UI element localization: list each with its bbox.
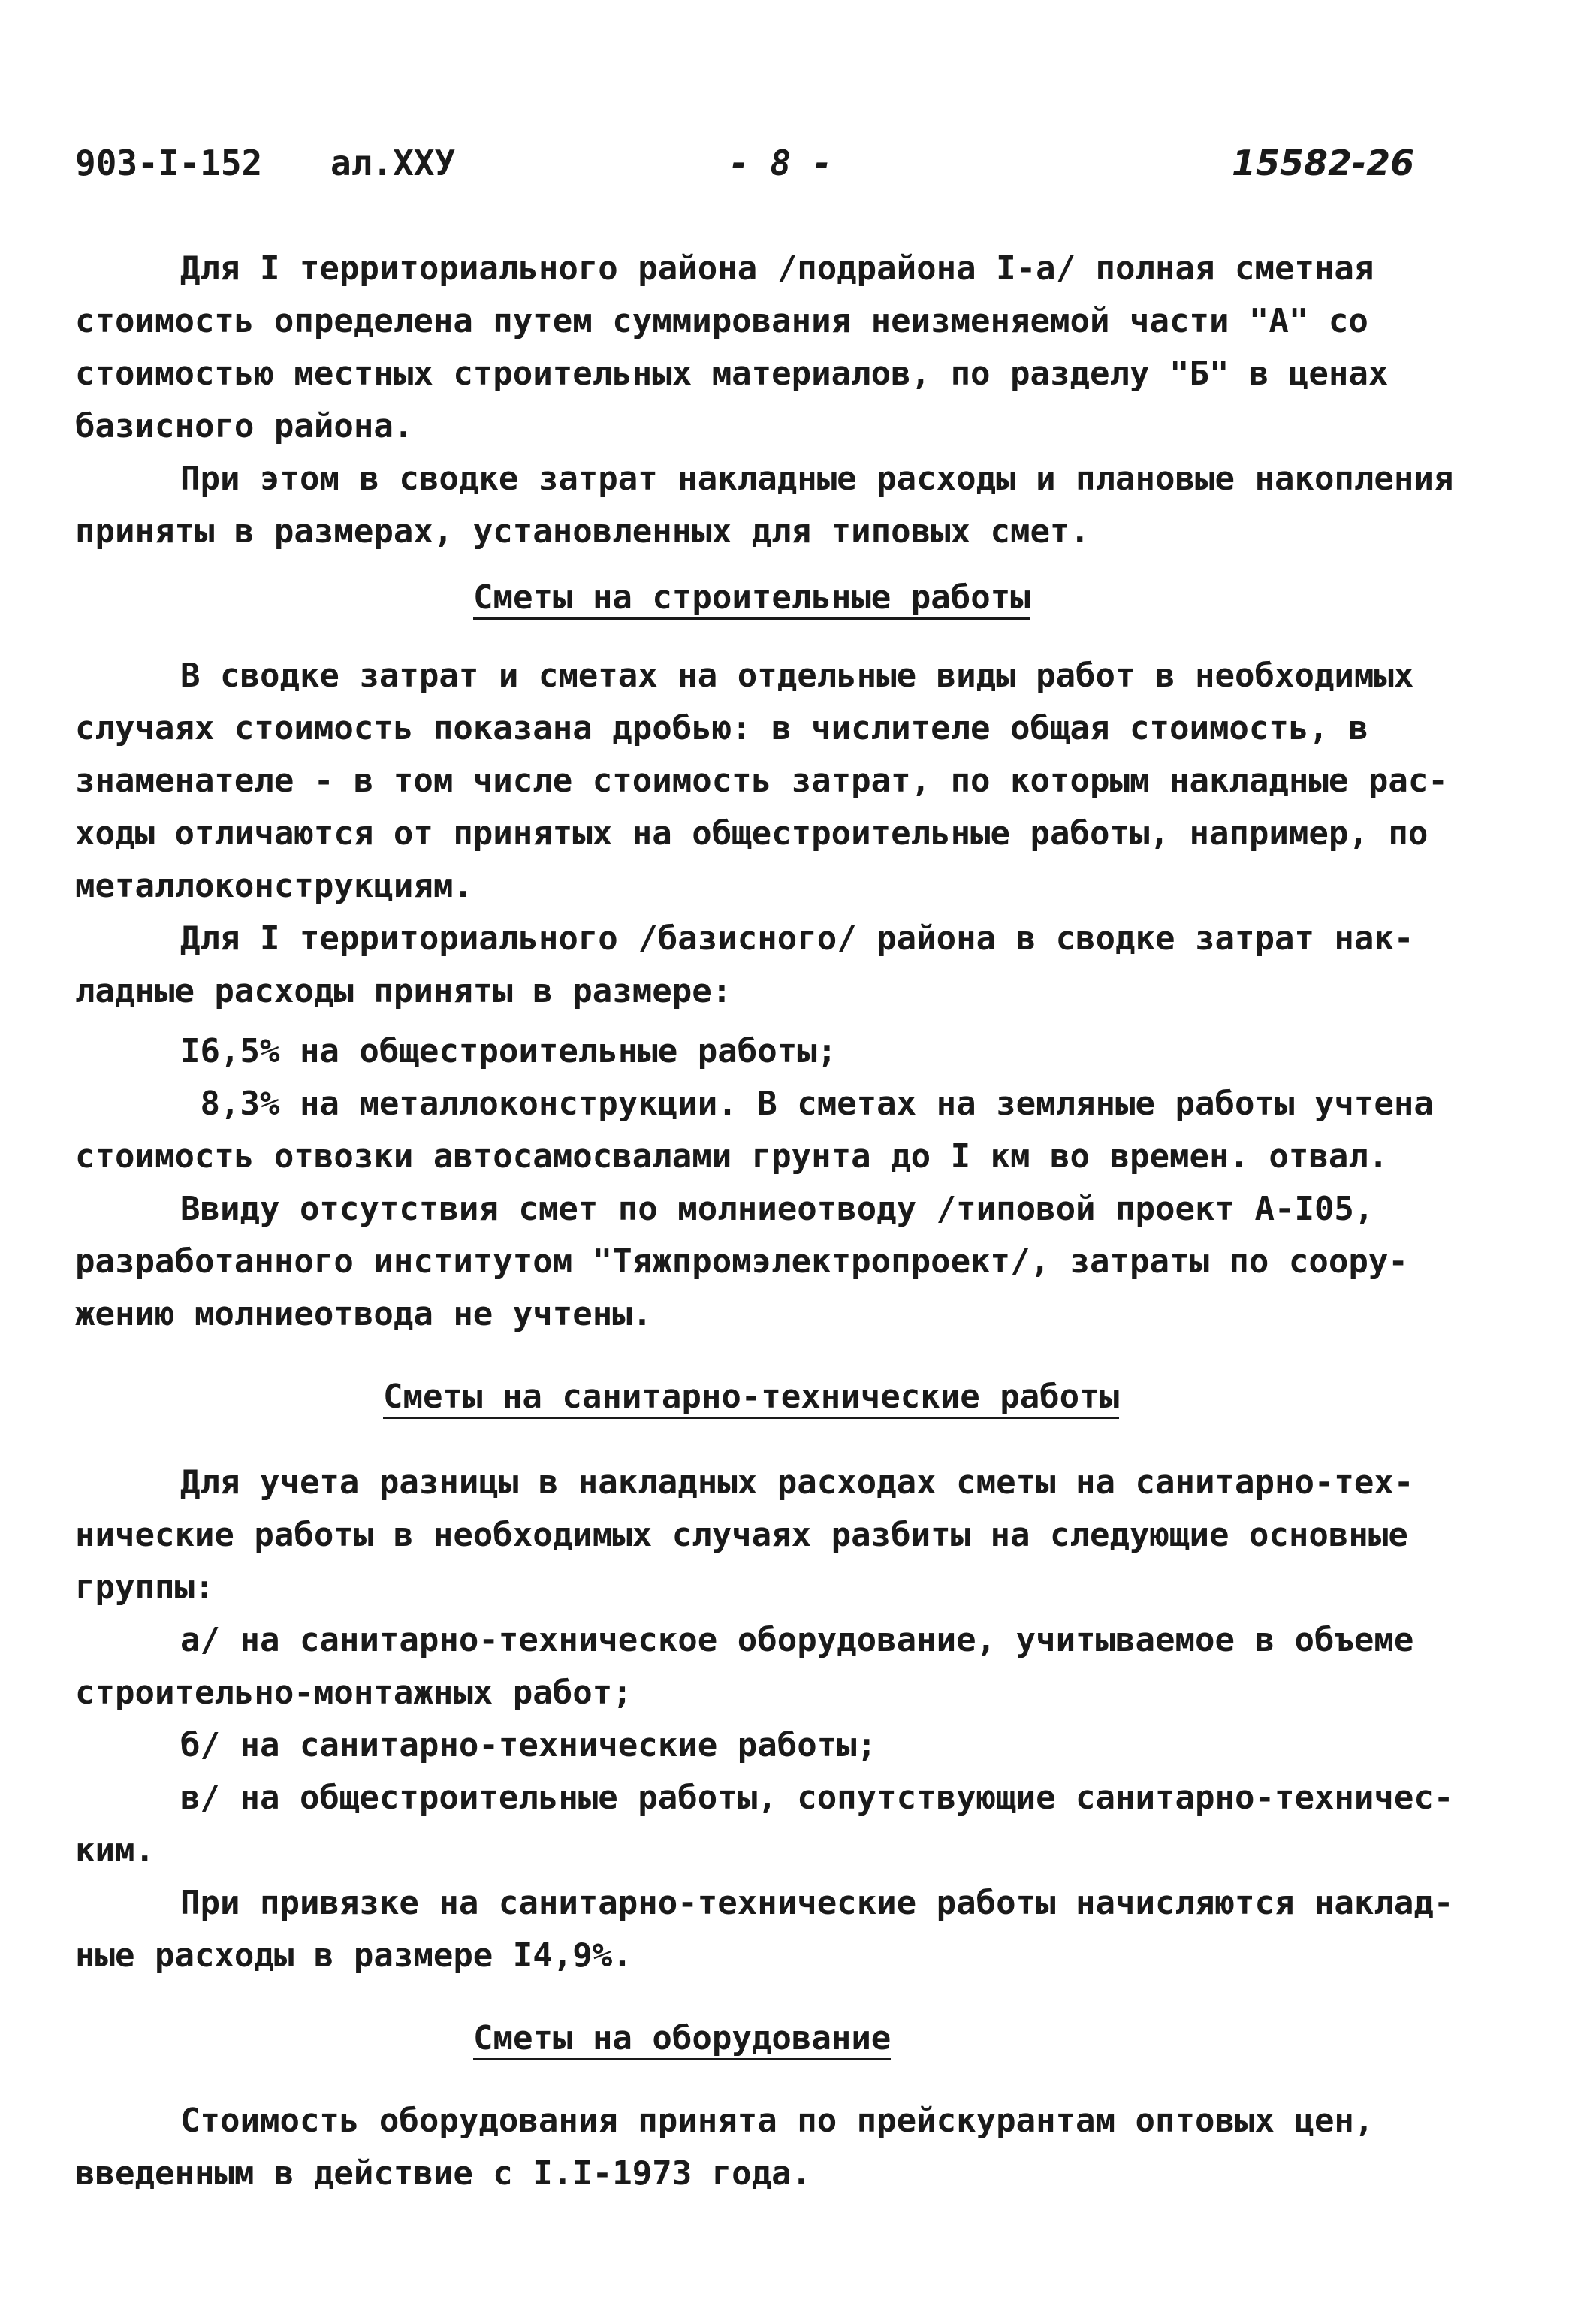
text-line: ходы отличаются от принятых на общестроительные работы, например, по [75,814,1429,853]
page-number: - 8 - [729,143,833,183]
text-line: Стоимость оборудования принята по прейскурантам оптовых цен, [180,2102,1374,2140]
text-line: При привязке на санитарно-технические работы начисляются наклад- [180,1884,1454,1922]
text-line: приняты в размерах, установленных для типовых смет. [75,512,1091,551]
text-line: в/ на общестроительные работы, сопутствующие санитарно-техничес- [180,1779,1454,1817]
text-line: случаях стоимость показана дробью: в числителе общая стоимость, в [75,709,1368,747]
text-line: Для I территориального /базисного/ района в сводке затрат нак- [180,919,1414,958]
section-heading-sanitary: Сметы на санитарно-технические работы [383,1381,1119,1419]
text-line: стоимость отвозки автосамосвалами грунта до I км во времен. отвал. [75,1137,1389,1176]
text-line: группы: [75,1568,215,1607]
text-line: знаменателе - в том числе стоимость затрат, по которым накладные рас- [75,762,1448,800]
text-line: стоимостью местных строительных материалов, по разделу "Б" в ценах [75,355,1389,393]
text-line: разработанного институтом "Тяжпромэлектропроект/, затраты по соору- [75,1242,1408,1281]
section-heading-equipment: Сметы на оборудование [473,2022,891,2060]
text-line: нические работы в необходимых случаях разбиты на следующие основные [75,1516,1408,1554]
text-line: 8,3% на металлоконструкции. В сметах на земляные работы учтена [180,1085,1434,1123]
text-line: введенным в действие с I.I-1973 года. [75,2154,812,2193]
text-line: базисного района. [75,407,414,445]
text-line: ладные расходы приняты в размере: [75,972,732,1010]
text-line: ные расходы в размере I4,9%. [75,1936,632,1975]
text-line: Для I территориального района /подрайона I-а/ полная сметная [180,249,1374,288]
album-number: ал.XXУ [330,143,456,183]
text-line: ким. [75,1831,155,1870]
text-line: а/ на санитарно-техническое оборудование, учитываемое в объеме [180,1621,1414,1659]
text-line: Ввиду отсутствия смет по молниеотводу /типовой проект А-I05, [180,1190,1374,1228]
text-line: I6,5% на общестроительные работы; [180,1032,837,1070]
text-line: стоимость определена путем суммирования неизменяемой части "А" со [75,302,1368,340]
inventory-number: 15582-26 [1232,143,1415,183]
section-heading-construction: Сметы на строительные работы [473,581,1030,620]
text-line: металлоконструкциям. [75,867,473,905]
text-line: Для учета разницы в накладных расходах сметы на санитарно-тех- [180,1463,1414,1502]
text-line: б/ на санитарно-технические работы; [180,1726,877,1764]
text-line: жению молниеотвода не учтены. [75,1295,653,1333]
text-line: строительно-монтажных работ; [75,1674,632,1712]
text-line: При этом в сводке затрат накладные расходы и плановые накопления [180,460,1454,498]
page-header [75,143,1502,203]
document-code: 903-I-152 [75,143,263,183]
text-line: В сводке затрат и сметах на отдельные виды работ в необходимых [180,656,1414,695]
